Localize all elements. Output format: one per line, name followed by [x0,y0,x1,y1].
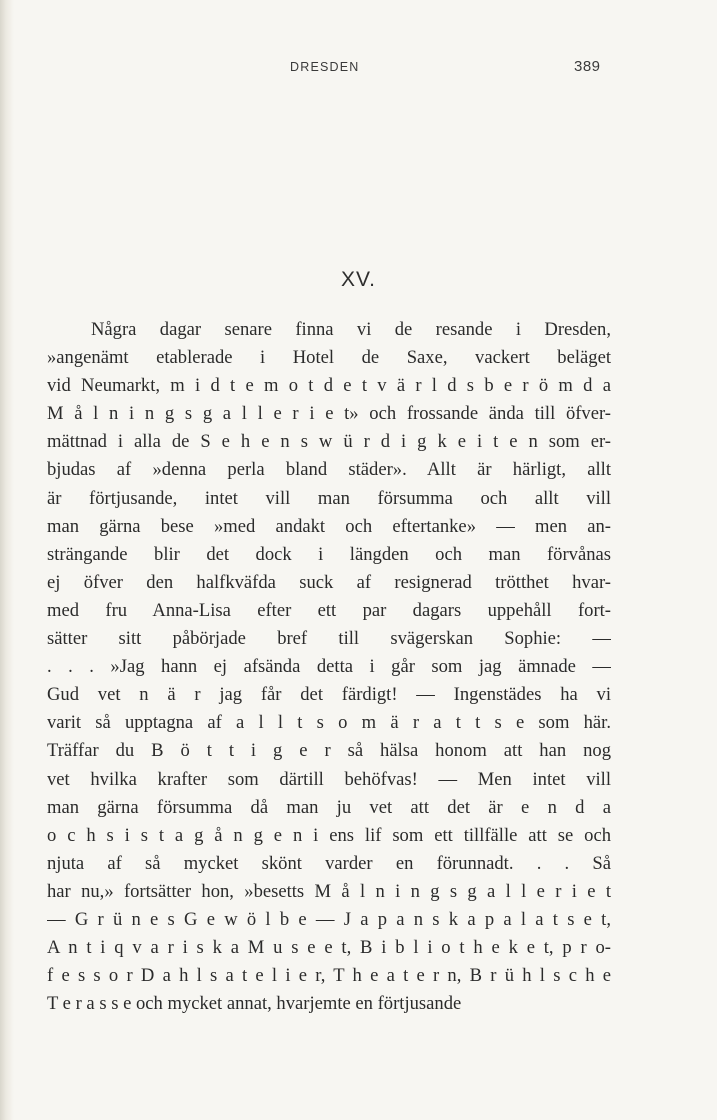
text-line: mättnad i alla de S e h e n s w ü r d i g k e i t e n som er- [47,431,611,453]
text-line: njuta af så mycket skönt varder en förunnadt. . . Så [47,852,611,874]
text-line: M å l n i n g s g a l l e r i e t» och frossande ända till öfver- [47,403,611,425]
text-line: varit så upptagna af a l l t s o m ä r a t t s e som här. [47,712,611,734]
text-line: Träffar du B ö t t i g e r så hälsa honom att han nog [47,740,611,762]
page-header [0,58,717,82]
running-head: DRESDEN [290,60,360,74]
text-line: . . . »Jag hann ej afsända detta i går som jag ämnade — [47,656,611,678]
text-line: sätter sitt påbörjade bref till svägerskan Sophie: — [47,628,611,650]
text-line: — G r ü n e s G e w ö l b e — J a p a n s k a p a l a t s e t, [47,908,611,930]
text-line: A n t i q v a r i s k a M u s e e t, B i b l i o t h e k e t, p r o- [47,937,611,959]
text-line: Gud vet n ä r jag får det färdigt! — Ingenstädes ha vi [47,684,611,706]
text-line: man gärna bese »med andakt och eftertanke» — men an- [47,515,611,537]
text-line: strängande blir det dock i längden och man förvånas [47,543,611,565]
text-line: är förtjusande, intet vill man försumma och allt vill [47,487,611,509]
text-line: vet hvilka krafter som därtill behöfvas! — Men intet vill [47,768,611,790]
text-line: ej öfver den halfkväfda suck af resignerad trötthet hvar- [47,571,611,593]
body-text [47,316,611,1018]
page-number: 389 [574,58,601,75]
text-line: bjudas af »denna perla bland städer». Allt är härligt, allt [47,459,611,481]
text-line: T e r a s s e och mycket annat, hvarjemte en förtjusande [47,993,462,1015]
chapter-heading: XV. [341,268,376,291]
text-line: vid Neumarkt, m i d t e m o t d e t v ä r l d s b e r ö m d a [47,375,611,397]
text-line: man gärna försumma då man ju vet att det är e n d a [47,796,611,818]
text-line: f e s s o r D a h l s a t e l i e r, T h e a t e r n, B r ü h l s c h e [47,965,611,987]
text-line: Några dagar senare finna vi de resande i Dresden, [91,319,611,340]
text-line: har nu,» fortsätter hon, »besetts M å l n i n g s g a l l e r i e t [47,880,611,902]
text-line: »angenämt etablerade i Hotel de Saxe, vackert beläget [47,347,611,369]
text-line: o c h s i s t a g å n g e n i ens lif som ett tillfälle att se och [47,824,611,846]
page-binding-edge [0,0,14,1120]
text-line: med fru Anna-Lisa efter ett par dagars uppehåll fort- [47,599,611,621]
